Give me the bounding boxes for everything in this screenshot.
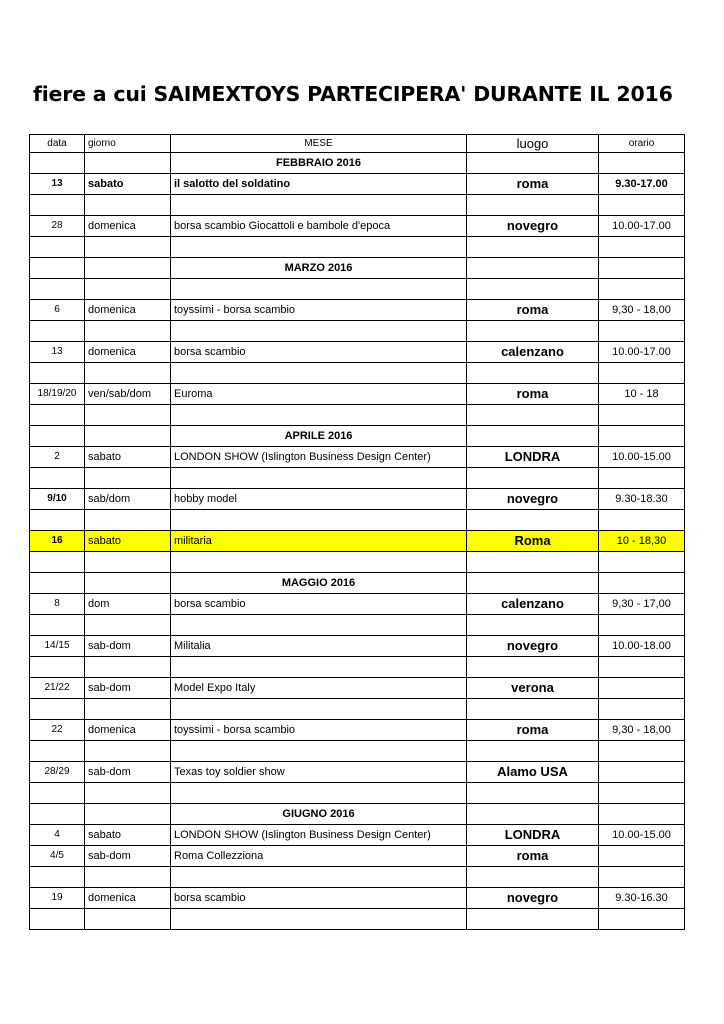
cell-orario: 9,30 - 18,00 bbox=[599, 720, 685, 741]
cell-giorno: domenica bbox=[85, 888, 171, 909]
cell-data bbox=[30, 237, 85, 258]
cell-data: 28 bbox=[30, 216, 85, 237]
cell-giorno bbox=[85, 510, 171, 531]
table-row bbox=[30, 846, 685, 867]
cell-data bbox=[30, 552, 85, 573]
cell-giorno: sabato bbox=[85, 447, 171, 468]
cell-giorno: sab-dom bbox=[85, 846, 171, 867]
cell-luogo: verona bbox=[467, 678, 599, 699]
spacer-row bbox=[30, 615, 685, 636]
cell-luogo bbox=[467, 783, 599, 804]
cell-luogo bbox=[467, 153, 599, 174]
cell-data: 13 bbox=[30, 342, 85, 363]
cell-luogo bbox=[467, 195, 599, 216]
cell-mese bbox=[171, 657, 467, 678]
cell-orario: 10.00-18.00 bbox=[599, 636, 685, 657]
cell-orario bbox=[599, 321, 685, 342]
cell-mese bbox=[171, 405, 467, 426]
cell-giorno bbox=[85, 237, 171, 258]
cell-mese bbox=[171, 741, 467, 762]
cell-mese bbox=[171, 321, 467, 342]
cell-orario bbox=[599, 468, 685, 489]
cell-orario bbox=[599, 153, 685, 174]
spacer-row bbox=[30, 510, 685, 531]
cell-orario: 10.00-17.00 bbox=[599, 216, 685, 237]
cell-giorno bbox=[85, 573, 171, 594]
cell-luogo bbox=[467, 321, 599, 342]
cell-orario bbox=[599, 867, 685, 888]
cell-giorno: sabato bbox=[85, 174, 171, 195]
cell-luogo bbox=[467, 510, 599, 531]
cell-luogo: LONDRA bbox=[467, 447, 599, 468]
cell-orario bbox=[599, 573, 685, 594]
spacer-row bbox=[30, 195, 685, 216]
cell-luogo: calenzano bbox=[467, 342, 599, 363]
spacer-row bbox=[30, 321, 685, 342]
table-row bbox=[30, 300, 685, 321]
page-title: fiere a cui SAIMEXTOYS PARTECIPERA' DURANTE IL 2016 bbox=[33, 82, 673, 106]
cell-giorno: sab/dom bbox=[85, 489, 171, 510]
cell-giorno: sab-dom bbox=[85, 678, 171, 699]
cell-orario bbox=[599, 195, 685, 216]
cell-mese: toyssimi - borsa scambio bbox=[171, 300, 467, 321]
cell-mese: toyssimi - borsa scambio bbox=[171, 720, 467, 741]
cell-data bbox=[30, 153, 85, 174]
month-label: MARZO 2016 bbox=[171, 258, 467, 279]
cell-luogo: roma bbox=[467, 300, 599, 321]
table-row bbox=[30, 489, 685, 510]
cell-giorno: sab-dom bbox=[85, 762, 171, 783]
cell-mese bbox=[171, 468, 467, 489]
cell-luogo: roma bbox=[467, 846, 599, 867]
table-row bbox=[30, 678, 685, 699]
cell-orario bbox=[599, 510, 685, 531]
cell-orario: 10.00-17.00 bbox=[599, 342, 685, 363]
table-row bbox=[30, 720, 685, 741]
cell-data bbox=[30, 195, 85, 216]
cell-orario bbox=[599, 426, 685, 447]
cell-luogo: LONDRA bbox=[467, 825, 599, 846]
table-row bbox=[30, 825, 685, 846]
cell-orario: 9.30-16.30 bbox=[599, 888, 685, 909]
month-row bbox=[30, 258, 685, 279]
month-row bbox=[30, 804, 685, 825]
spacer-row bbox=[30, 363, 685, 384]
cell-luogo bbox=[467, 363, 599, 384]
cell-giorno: domenica bbox=[85, 342, 171, 363]
cell-data bbox=[30, 258, 85, 279]
cell-orario bbox=[599, 258, 685, 279]
cell-data bbox=[30, 804, 85, 825]
cell-data bbox=[30, 405, 85, 426]
cell-data: 6 bbox=[30, 300, 85, 321]
cell-orario bbox=[599, 237, 685, 258]
spacer-row bbox=[30, 405, 685, 426]
cell-data: 4 bbox=[30, 825, 85, 846]
cell-data: 28/29 bbox=[30, 762, 85, 783]
table-row bbox=[30, 447, 685, 468]
cell-orario bbox=[599, 279, 685, 300]
cell-orario bbox=[599, 363, 685, 384]
cell-data: 9/10 bbox=[30, 489, 85, 510]
cell-luogo bbox=[467, 573, 599, 594]
cell-data bbox=[30, 321, 85, 342]
cell-mese: Euroma bbox=[171, 384, 467, 405]
cell-luogo: novegro bbox=[467, 489, 599, 510]
cell-data: 2 bbox=[30, 447, 85, 468]
cell-giorno bbox=[85, 279, 171, 300]
cell-luogo: Alamo USA bbox=[467, 762, 599, 783]
cell-mese: Model Expo Italy bbox=[171, 678, 467, 699]
cell-mese: Texas toy soldier show bbox=[171, 762, 467, 783]
table-row bbox=[30, 762, 685, 783]
cell-orario: 10 - 18,30 bbox=[599, 531, 685, 552]
cell-mese bbox=[171, 867, 467, 888]
cell-luogo bbox=[467, 552, 599, 573]
cell-data: 21/22 bbox=[30, 678, 85, 699]
cell-data: 13 bbox=[30, 174, 85, 195]
cell-giorno: ven/sab/dom bbox=[85, 384, 171, 405]
header-mese: MESE bbox=[171, 135, 467, 153]
cell-data bbox=[30, 363, 85, 384]
spacer-row bbox=[30, 741, 685, 762]
cell-giorno: domenica bbox=[85, 216, 171, 237]
cell-luogo bbox=[467, 615, 599, 636]
cell-giorno: sabato bbox=[85, 825, 171, 846]
cell-giorno: domenica bbox=[85, 720, 171, 741]
cell-data bbox=[30, 657, 85, 678]
cell-giorno bbox=[85, 552, 171, 573]
spacer-row bbox=[30, 909, 685, 930]
cell-data bbox=[30, 741, 85, 762]
cell-mese: borsa scambio Giocattoli e bambole d'epoca bbox=[171, 216, 467, 237]
table-row bbox=[30, 636, 685, 657]
cell-luogo: novegro bbox=[467, 216, 599, 237]
cell-giorno bbox=[85, 657, 171, 678]
cell-data bbox=[30, 573, 85, 594]
cell-giorno bbox=[85, 195, 171, 216]
cell-luogo bbox=[467, 909, 599, 930]
cell-mese bbox=[171, 363, 467, 384]
cell-data bbox=[30, 867, 85, 888]
cell-mese bbox=[171, 615, 467, 636]
cell-orario bbox=[599, 783, 685, 804]
cell-giorno bbox=[85, 258, 171, 279]
month-row bbox=[30, 573, 685, 594]
cell-luogo bbox=[467, 741, 599, 762]
cell-luogo bbox=[467, 258, 599, 279]
cell-data: 16 bbox=[30, 531, 85, 552]
cell-orario bbox=[599, 804, 685, 825]
cell-luogo bbox=[467, 426, 599, 447]
cell-mese bbox=[171, 699, 467, 720]
cell-giorno bbox=[85, 363, 171, 384]
cell-data: 22 bbox=[30, 720, 85, 741]
cell-mese bbox=[171, 237, 467, 258]
cell-data bbox=[30, 783, 85, 804]
cell-mese: borsa scambio bbox=[171, 888, 467, 909]
cell-mese bbox=[171, 909, 467, 930]
cell-orario: 9.30-17.00 bbox=[599, 174, 685, 195]
cell-orario bbox=[599, 909, 685, 930]
cell-mese bbox=[171, 510, 467, 531]
cell-luogo: calenzano bbox=[467, 594, 599, 615]
cell-luogo bbox=[467, 237, 599, 258]
header-data: data bbox=[30, 135, 85, 153]
header-giorno: giorno bbox=[85, 135, 171, 153]
cell-mese: borsa scambio bbox=[171, 342, 467, 363]
month-row bbox=[30, 426, 685, 447]
cell-orario bbox=[599, 615, 685, 636]
cell-luogo: roma bbox=[467, 174, 599, 195]
table-row bbox=[30, 888, 685, 909]
table-row bbox=[30, 594, 685, 615]
table-row bbox=[30, 342, 685, 363]
cell-orario bbox=[599, 741, 685, 762]
cell-mese bbox=[171, 552, 467, 573]
cell-luogo bbox=[467, 468, 599, 489]
cell-luogo bbox=[467, 657, 599, 678]
cell-giorno: sabato bbox=[85, 531, 171, 552]
cell-orario bbox=[599, 552, 685, 573]
cell-mese: borsa scambio bbox=[171, 594, 467, 615]
cell-luogo: Roma bbox=[467, 531, 599, 552]
cell-data: 4/5 bbox=[30, 846, 85, 867]
events-table bbox=[29, 134, 685, 930]
cell-orario bbox=[599, 846, 685, 867]
cell-mese: hobby model bbox=[171, 489, 467, 510]
cell-mese: LONDON SHOW (Islington Business Design Center) bbox=[171, 825, 467, 846]
cell-data bbox=[30, 699, 85, 720]
cell-luogo: roma bbox=[467, 384, 599, 405]
table-row bbox=[30, 216, 685, 237]
table-row bbox=[30, 174, 685, 195]
cell-data bbox=[30, 468, 85, 489]
cell-giorno: dom bbox=[85, 594, 171, 615]
cell-luogo bbox=[467, 279, 599, 300]
cell-giorno bbox=[85, 741, 171, 762]
cell-giorno bbox=[85, 867, 171, 888]
cell-data bbox=[30, 615, 85, 636]
cell-orario: 9,30 - 18,00 bbox=[599, 300, 685, 321]
cell-giorno bbox=[85, 426, 171, 447]
cell-data bbox=[30, 510, 85, 531]
cell-orario bbox=[599, 699, 685, 720]
spacer-row bbox=[30, 468, 685, 489]
cell-mese: Roma Collezziona bbox=[171, 846, 467, 867]
cell-luogo bbox=[467, 405, 599, 426]
cell-luogo bbox=[467, 699, 599, 720]
header-orario: orario bbox=[599, 135, 685, 153]
cell-data bbox=[30, 426, 85, 447]
cell-mese: il salotto del soldatino bbox=[171, 174, 467, 195]
cell-giorno bbox=[85, 321, 171, 342]
cell-mese bbox=[171, 195, 467, 216]
spacer-row bbox=[30, 552, 685, 573]
cell-giorno bbox=[85, 615, 171, 636]
cell-data: 18/19/20 bbox=[30, 384, 85, 405]
cell-luogo: novegro bbox=[467, 636, 599, 657]
month-row bbox=[30, 153, 685, 174]
spacer-row bbox=[30, 279, 685, 300]
cell-giorno bbox=[85, 804, 171, 825]
cell-orario: 9.30-18.30 bbox=[599, 489, 685, 510]
table-row bbox=[30, 384, 685, 405]
cell-giorno bbox=[85, 153, 171, 174]
cell-orario: 10 - 18 bbox=[599, 384, 685, 405]
cell-orario bbox=[599, 762, 685, 783]
cell-orario bbox=[599, 657, 685, 678]
month-label: APRILE 2016 bbox=[171, 426, 467, 447]
cell-giorno bbox=[85, 405, 171, 426]
cell-giorno: domenica bbox=[85, 300, 171, 321]
cell-mese: LONDON SHOW (Islington Business Design Center) bbox=[171, 447, 467, 468]
cell-mese bbox=[171, 783, 467, 804]
cell-orario: 10.00-15.00 bbox=[599, 825, 685, 846]
spacer-row bbox=[30, 867, 685, 888]
month-label: MAGGIO 2016 bbox=[171, 573, 467, 594]
cell-orario bbox=[599, 678, 685, 699]
cell-luogo: novegro bbox=[467, 888, 599, 909]
spacer-row bbox=[30, 237, 685, 258]
cell-data: 19 bbox=[30, 888, 85, 909]
cell-mese: militaria bbox=[171, 531, 467, 552]
cell-luogo bbox=[467, 804, 599, 825]
cell-data: 8 bbox=[30, 594, 85, 615]
spacer-row bbox=[30, 699, 685, 720]
cell-data bbox=[30, 279, 85, 300]
cell-data bbox=[30, 909, 85, 930]
cell-mese bbox=[171, 279, 467, 300]
month-label: FEBBRAIO 2016 bbox=[171, 153, 467, 174]
cell-giorno: sab-dom bbox=[85, 636, 171, 657]
spacer-row bbox=[30, 657, 685, 678]
cell-giorno bbox=[85, 468, 171, 489]
cell-data: 14/15 bbox=[30, 636, 85, 657]
table-header-row bbox=[30, 135, 685, 153]
cell-orario: 9,30 - 17,00 bbox=[599, 594, 685, 615]
cell-luogo bbox=[467, 867, 599, 888]
cell-luogo: roma bbox=[467, 720, 599, 741]
cell-giorno bbox=[85, 699, 171, 720]
cell-giorno bbox=[85, 783, 171, 804]
month-label: GIUGNO 2016 bbox=[171, 804, 467, 825]
table-row bbox=[30, 531, 685, 552]
spacer-row bbox=[30, 783, 685, 804]
cell-orario bbox=[599, 405, 685, 426]
header-luogo: luogo bbox=[467, 135, 599, 153]
cell-mese: Militalia bbox=[171, 636, 467, 657]
cell-orario: 10.00-15.00 bbox=[599, 447, 685, 468]
cell-giorno bbox=[85, 909, 171, 930]
